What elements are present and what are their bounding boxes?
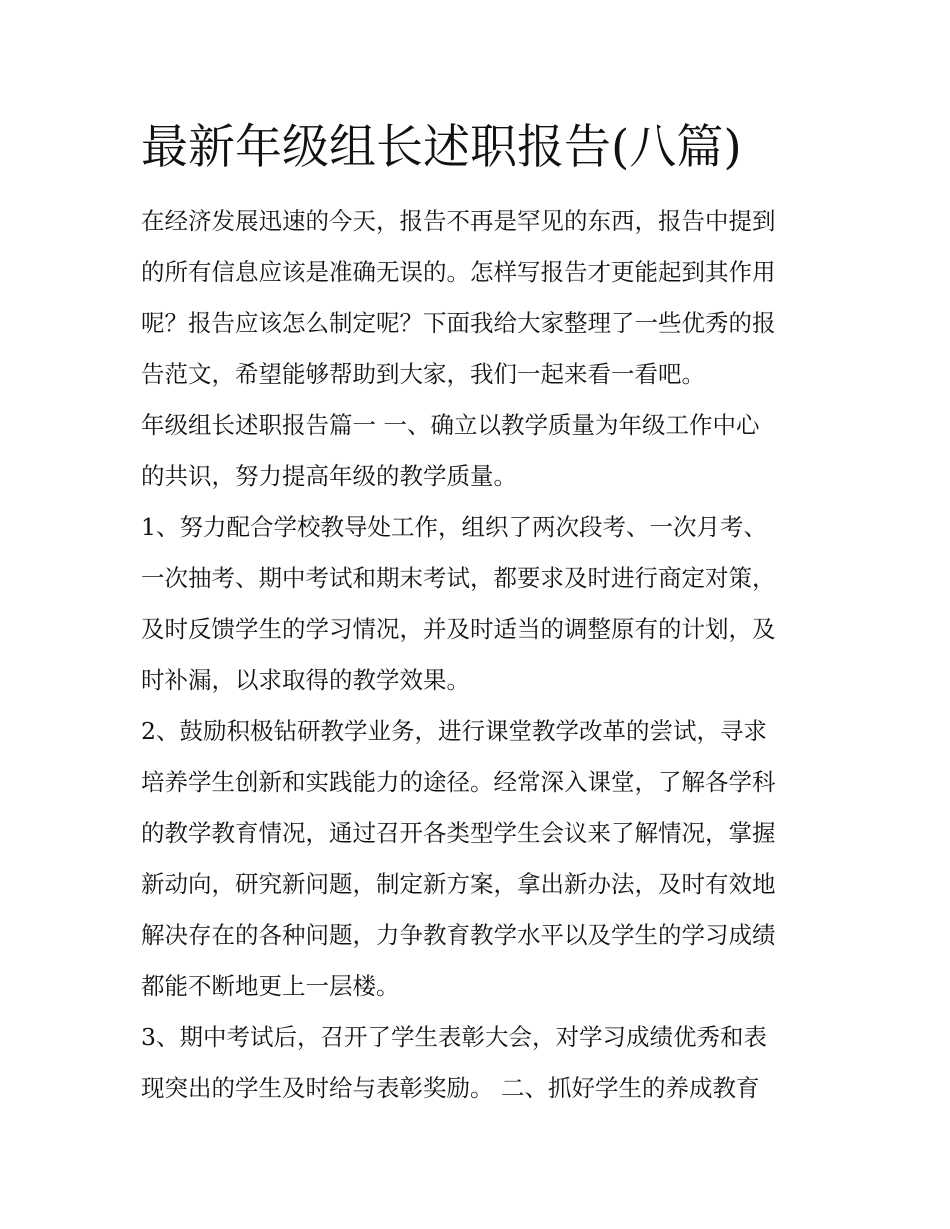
text-line: 2、鼓励积极钻研教学业务，进行课堂教学改革的尝试，寻求 <box>141 717 767 745</box>
text-line: 及时反馈学生的学习情况，并及时适当的调整原有的计划，及 <box>141 615 776 643</box>
text-line: 现突出的学生及时给与表彰奖励。 二、抓好学生的养成教育 <box>141 1074 760 1102</box>
paragraph-item-1 <box>141 502 821 706</box>
text-line: 呢？报告应该怎么制定呢？下面我给大家整理了一些优秀的报 <box>141 309 776 337</box>
text-line: 都能不断地更上一层楼。 <box>141 972 400 1000</box>
text-line: 的所有信息应该是准确无误的。怎样写报告才更能起到其作用 <box>141 258 776 286</box>
text-line: 一次抽考、期中考试和期末考试，都要求及时进行商定对策， <box>141 564 776 592</box>
page-title: 最新年级组长述职报告(八篇) <box>141 120 742 175</box>
text-line: 告范文，希望能够帮助到大家，我们一起来看一看吧。 <box>141 360 705 388</box>
text-line: 的共识，努力提高年级的教学质量。 <box>141 462 517 490</box>
text-line: 解决存在的各种问题，力争教育教学水平以及学生的学习成绩 <box>141 921 776 949</box>
text-line: 3、期中考试后，召开了学生表彰大会，对学习成绩优秀和表 <box>141 1023 767 1051</box>
text-line: 1、努力配合学校教导处工作，组织了两次段考、一次月考、 <box>141 513 767 541</box>
document-content <box>141 116 821 1114</box>
paragraph-item-2 <box>141 706 821 1012</box>
text-line: 培养学生创新和实践能力的途径。经常深入课堂，了解各学科 <box>141 768 776 796</box>
text-line: 年级组长述职报告篇一 一、确立以教学质量为年级工作中心 <box>141 411 760 439</box>
paragraph-intro <box>141 196 821 400</box>
text-line: 新动向，研究新问题，制定新方案，拿出新办法，及时有效地 <box>141 870 776 898</box>
text-line: 的教学教育情况，通过召开各类型学生会议来了解情况，掌握 <box>141 819 776 847</box>
paragraph-section-one <box>141 400 821 502</box>
text-line: 时补漏，以求取得的教学效果。 <box>141 666 470 694</box>
paragraph-item-3 <box>141 1012 821 1114</box>
text-line: 在经济发展迅速的今天，报告不再是罕见的东西，报告中提到 <box>141 207 776 235</box>
